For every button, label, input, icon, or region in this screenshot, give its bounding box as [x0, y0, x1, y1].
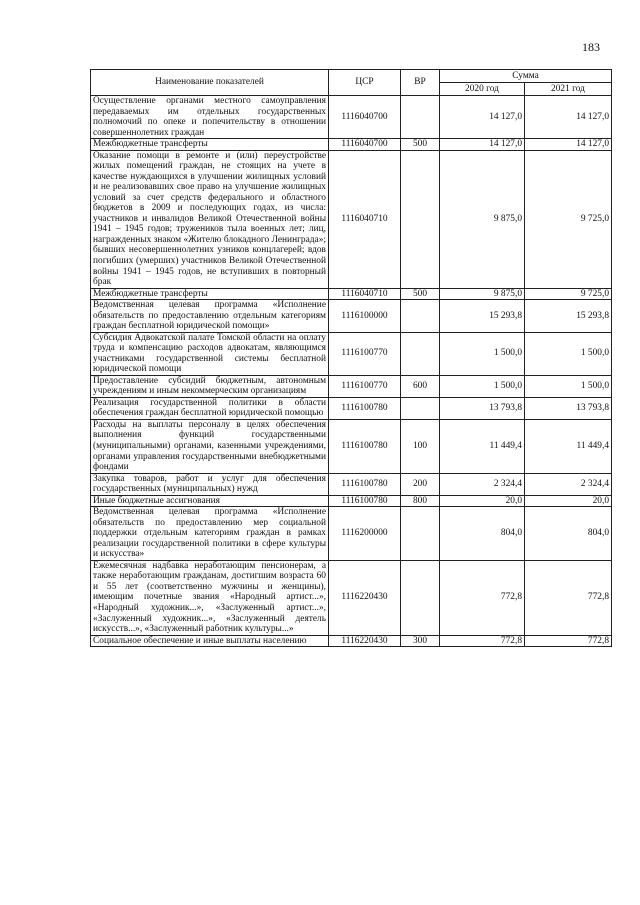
- table-row: [91, 150, 612, 288]
- row-csr-cell: 1116040710: [329, 288, 401, 300]
- row-csr-cell: 1116220430: [329, 560, 401, 635]
- row-2021-cell: 804,0: [525, 507, 612, 561]
- row-csr-cell: 1116220430: [329, 635, 401, 647]
- row-2021-cell: 772,8: [525, 635, 612, 647]
- table-row: [91, 139, 612, 151]
- row-2020-cell: 2 324,4: [440, 473, 525, 495]
- row-vr-cell: 600: [401, 375, 440, 397]
- row-vr-cell: 500: [401, 139, 440, 151]
- header-year-2021: 2021 год: [525, 83, 612, 96]
- row-name-cell: Субсидия Адвокатской палате Томской области на оплату труда и компенсацию расходов адвокатам, являющимся участниками государственной системы бесплатной юридической помощи: [91, 332, 329, 375]
- row-vr-cell: [401, 332, 440, 375]
- row-2021-cell: 13 793,8: [525, 397, 612, 419]
- table-row: [91, 635, 612, 647]
- row-csr-cell: 1116040700: [329, 139, 401, 151]
- row-2021-cell: 11 449,4: [525, 419, 612, 473]
- row-vr-cell: 500: [401, 288, 440, 300]
- row-vr-cell: [401, 300, 440, 333]
- row-name-cell: Оказание помощи в ремонте и (или) переустройстве жилых помещений граждан, не стоящих на учете в качестве нуждающихся в улучшении жилищных условий и не реализовавших свое право на улучшение жилищных условий за счет средств федерального и областного бюджетов в 2009 и последующих годах, из числа: участников и инвалидов Великой Отечественной войны 1941 – 1945 годов; тружеников тыла военных лет; лиц, награжденных знаком «Жителю блокадного Ленинграда»; бывших несовершеннолетних узников концлагерей; вдов погибших (умерших) участников Великой Отечественной войны 1941 – 1945 годов, не вступивших в повторный брак: [91, 150, 329, 288]
- row-2020-cell: 9 875,0: [440, 288, 525, 300]
- row-2021-cell: 15 293,8: [525, 300, 612, 333]
- table-row: [91, 375, 612, 397]
- header-sum: Сумма: [440, 70, 612, 83]
- row-vr-cell: [401, 397, 440, 419]
- table-row: [91, 332, 612, 375]
- row-vr-cell: 200: [401, 473, 440, 495]
- header-year-2020: 2020 год: [440, 83, 525, 96]
- row-2020-cell: 14 127,0: [440, 96, 525, 139]
- row-2020-cell: 14 127,0: [440, 139, 525, 151]
- row-name-cell: Предоставление субсидий бюджетным, автономным учреждениям и иным некоммерческим организациям: [91, 375, 329, 397]
- table-row: [91, 560, 612, 635]
- row-vr-cell: 300: [401, 635, 440, 647]
- row-csr-cell: 1116100770: [329, 332, 401, 375]
- row-2020-cell: 1 500,0: [440, 375, 525, 397]
- row-name-cell: Расходы на выплаты персоналу в целях обеспечения выполнения функций государственными (муниципальными) органами, казенными учреждениями, органами управления государственными внебюджетными фондами: [91, 419, 329, 473]
- header-name: Наименование показателей: [91, 70, 329, 96]
- table-body: [91, 96, 612, 647]
- row-vr-cell: [401, 150, 440, 288]
- row-2021-cell: 14 127,0: [525, 96, 612, 139]
- row-name-cell: Межбюджетные трансферты: [91, 288, 329, 300]
- row-2020-cell: 804,0: [440, 507, 525, 561]
- row-2021-cell: 9 725,0: [525, 150, 612, 288]
- budget-table: [90, 69, 612, 647]
- row-name-cell: Ведомственная целевая программа «Исполнение обязательств по предоставлению отдельным категориям граждан бесплатной юридической помощи»: [91, 300, 329, 333]
- row-csr-cell: 1116100780: [329, 473, 401, 495]
- table-row: [91, 419, 612, 473]
- row-2020-cell: 11 449,4: [440, 419, 525, 473]
- table-row: [91, 96, 612, 139]
- row-2020-cell: 13 793,8: [440, 397, 525, 419]
- row-2021-cell: 1 500,0: [525, 375, 612, 397]
- row-csr-cell: 1116100770: [329, 375, 401, 397]
- row-vr-cell: [401, 96, 440, 139]
- row-2021-cell: 772,8: [525, 560, 612, 635]
- row-csr-cell: 1116100000: [329, 300, 401, 333]
- row-csr-cell: 1116100780: [329, 419, 401, 473]
- row-2021-cell: 2 324,4: [525, 473, 612, 495]
- header-vr: ВР: [401, 70, 440, 96]
- header-csr: ЦСР: [329, 70, 401, 96]
- row-2020-cell: 772,8: [440, 635, 525, 647]
- row-vr-cell: [401, 507, 440, 561]
- row-name-cell: Социальное обеспечение и иные выплаты населению: [91, 635, 329, 647]
- row-csr-cell: 1116040700: [329, 96, 401, 139]
- row-vr-cell: 100: [401, 419, 440, 473]
- table-row: [91, 507, 612, 561]
- row-2020-cell: 20,0: [440, 495, 525, 507]
- row-vr-cell: [401, 560, 440, 635]
- row-2021-cell: 9 725,0: [525, 288, 612, 300]
- row-csr-cell: 1116100780: [329, 495, 401, 507]
- row-name-cell: Закупка товаров, работ и услуг для обеспечения государственных (муниципальных) нужд: [91, 473, 329, 495]
- page-number: 183: [582, 40, 600, 54]
- row-name-cell: Иные бюджетные ассигнования: [91, 495, 329, 507]
- table-row: [91, 397, 612, 419]
- row-2020-cell: 1 500,0: [440, 332, 525, 375]
- row-csr-cell: 1116100780: [329, 397, 401, 419]
- row-2020-cell: 9 875,0: [440, 150, 525, 288]
- row-2021-cell: 14 127,0: [525, 139, 612, 151]
- row-2021-cell: 20,0: [525, 495, 612, 507]
- row-name-cell: Ведомственная целевая программа «Исполнение обязательств по предоставлению мер социальной поддержки отдельным категориям граждан в рамках реализации государственной политики в сфере культуры и искусства»: [91, 507, 329, 561]
- row-csr-cell: 1116200000: [329, 507, 401, 561]
- table-row: [91, 473, 612, 495]
- row-2020-cell: 15 293,8: [440, 300, 525, 333]
- row-name-cell: Ежемесячная надбавка неработающим пенсионерам, а также неработающим гражданам, достигшим возраста 60 и 55 лет (соответственно мужчины и женщины), имеющим почетные звания «Народный артист...», «Народный художник...», «Заслуженный артист...», «Заслуженный художник...», «Заслуженный деятель искусств...», «Заслуженный работник культуры...»: [91, 560, 329, 635]
- row-name-cell: Осуществление органами местного самоуправления передаваемых им отдельных государственных полномочий по опеке и попечительству в отношении совершеннолетних граждан: [91, 96, 329, 139]
- row-2020-cell: 772,8: [440, 560, 525, 635]
- row-name-cell: Реализация государственной политики в области обеспечения граждан бесплатной юридической помощью: [91, 397, 329, 419]
- table-row: [91, 495, 612, 507]
- row-vr-cell: 800: [401, 495, 440, 507]
- table-row: [91, 288, 612, 300]
- row-name-cell: Межбюджетные трансферты: [91, 139, 329, 151]
- row-2021-cell: 1 500,0: [525, 332, 612, 375]
- row-csr-cell: 1116040710: [329, 150, 401, 288]
- table-row: [91, 300, 612, 333]
